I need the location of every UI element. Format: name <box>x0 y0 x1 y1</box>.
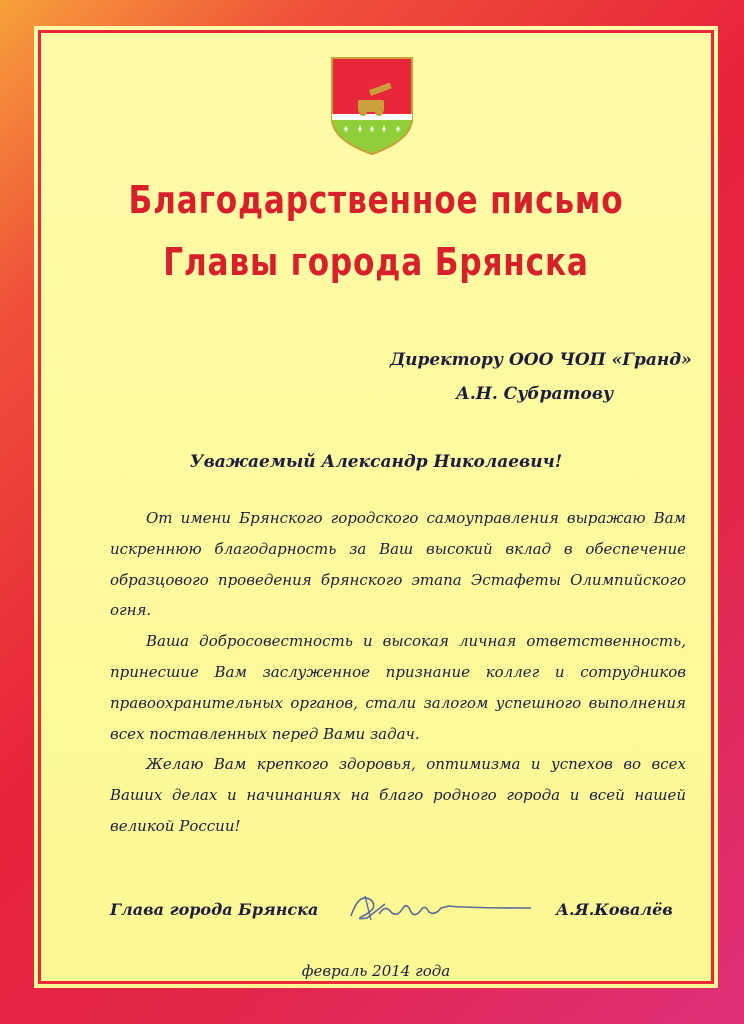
letter-date: февраль 2014 года <box>301 962 451 980</box>
greeting: Уважаемый Александр Николаевич! <box>189 452 563 472</box>
title-line-1: Благодарственное письмо <box>128 178 624 222</box>
paragraph-3: Желаю Вам крепкого здоровья, оптимизма и успехов во всех Ваших делах и начинаниях на благо родного города и всей нашей великой России! <box>110 755 686 835</box>
letter-body <box>110 503 686 842</box>
handwritten-signature-icon <box>345 886 535 930</box>
signer-position: Глава города Брянска <box>110 900 319 919</box>
title-line-2: Главы города Брянска <box>163 240 589 284</box>
addressee-line-1: Директору ООО ЧОП «Гранд» <box>390 350 692 370</box>
paragraph-2: Ваша добросовестность и высокая личная ответственность, принесшие Вам заслуженное признание коллег и сотрудников правоохранительных органов, стали залогом успешного выполнения всех поставленных перед Вами задач. <box>110 632 686 743</box>
addressee-line-2: А.Н. Субратову <box>456 384 614 404</box>
coat-of-arms-icon <box>330 56 414 156</box>
paragraph-1: От имени Брянского городского самоуправления выражаю Вам искреннюю благодарность за Ваш высокий вклад в обеспечение образцового проведения брянского этапа Эстафеты Олимпийского огня. <box>110 509 686 620</box>
signer-name: А.Я.Ковалёв <box>556 900 673 919</box>
